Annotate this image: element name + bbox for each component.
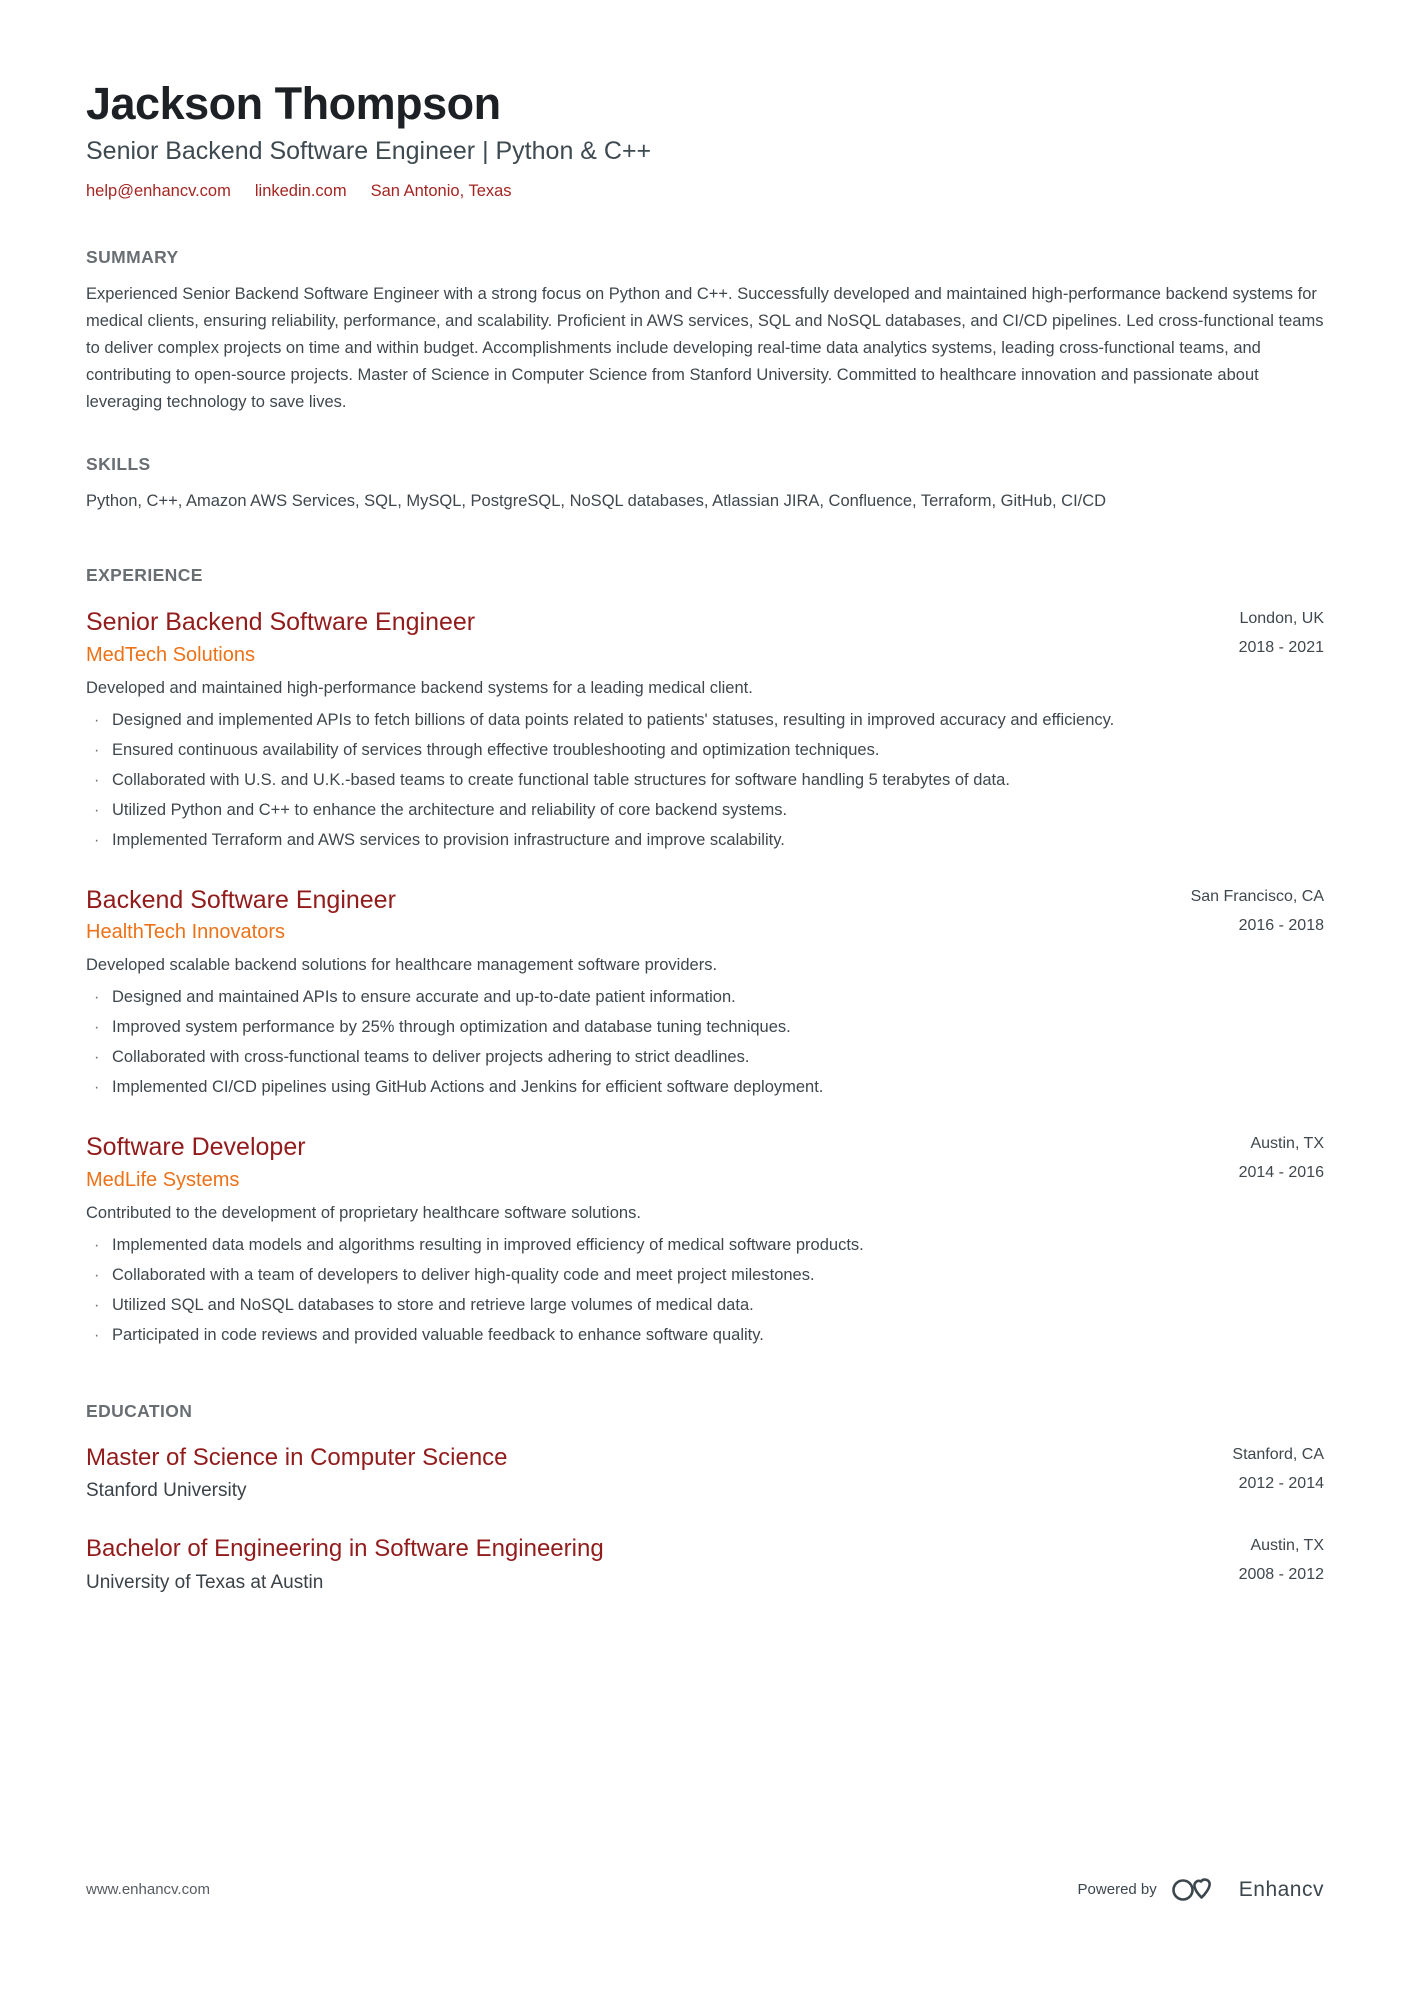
bullet-item: [86, 1044, 1324, 1071]
bullet-item: [86, 737, 1324, 764]
bullet-text: Improved system performance by 25% through optimization and database tuning techniques.: [112, 1018, 791, 1036]
entry-left: [86, 1131, 1239, 1193]
degree-title: Bachelor of Engineering in Software Engineering: [86, 1535, 604, 1563]
entry-head: [86, 1533, 1324, 1595]
skills-text: Python, C++, Amazon AWS Services, SQL, MySQL, PostgreSQL, NoSQL databases, Atlassian JIRA, Confluence, Terraform, GitHub, CI/CD: [86, 492, 1107, 510]
bullet-text: Participated in code reviews and provided valuable feedback to enhance software quality.: [112, 1325, 764, 1344]
bullet-marker: [94, 1262, 99, 1289]
job-dates: 2014 - 2016: [1238, 1164, 1324, 1181]
bullet-item: [86, 797, 1324, 824]
job-description: Developed and maintained high-performance backend systems for a leading medical client.: [86, 678, 753, 697]
entry-meta: [1232, 1442, 1324, 1493]
linkedin-link[interactable]: linkedin.com: [254, 182, 347, 200]
job-title: Backend Software Engineer: [86, 885, 396, 914]
bullet-marker: [94, 797, 99, 824]
bullet-text: Designed and implemented APIs to fetch billions of data points related to patients' statuses, resulting in improved accuracy and efficiency.: [112, 710, 1115, 729]
bullet-marker: [94, 707, 99, 734]
job-title: Software Developer: [86, 1133, 306, 1161]
bullet-item: [86, 984, 1324, 1011]
bullet-item: [86, 1232, 1324, 1259]
entry-meta: [1239, 1131, 1324, 1182]
company-name: MedTech Solutions: [86, 643, 255, 666]
bullet-text: Ensured continuous availability of services through effective troubleshooting and optimization techniques.: [112, 740, 880, 759]
contact-row: [86, 182, 1324, 201]
summary-section: [86, 247, 1324, 416]
powered-by-label: Powered by: [1077, 1881, 1157, 1898]
experience-entry: [86, 606, 1324, 854]
bullet-text: Implemented data models and algorithms resulting in improved efficiency of medical software products.: [112, 1235, 864, 1254]
bullet-marker: [94, 1074, 99, 1101]
experience-heading: EXPERIENCE: [86, 565, 203, 585]
entry-meta: [1239, 1533, 1324, 1584]
entry-meta: [1191, 884, 1324, 935]
bullet-marker: [94, 1322, 99, 1349]
job-bullets: [86, 707, 1324, 854]
job-location: San Francisco, CA: [1190, 887, 1324, 905]
entry-left: [86, 606, 1239, 668]
bullet-marker: [94, 1232, 99, 1259]
job-location: Austin, TX: [1250, 1135, 1324, 1152]
bullet-item: [86, 1322, 1324, 1349]
entry-head: [86, 1131, 1324, 1193]
bullet-marker: [94, 767, 99, 794]
bullet-text: Utilized SQL and NoSQL databases to store and retrieve large volumes of medical data.: [112, 1295, 754, 1314]
degree-location: Stanford, CA: [1232, 1445, 1324, 1463]
job-description: Contributed to the development of proprietary healthcare software solutions.: [86, 1203, 641, 1222]
email-link[interactable]: help@enhancv.com: [86, 182, 231, 200]
entry-left: [86, 1442, 1232, 1504]
education-entry: [86, 1533, 1324, 1595]
degree-dates: 2008 - 2012: [1238, 1566, 1324, 1584]
entry-left: [86, 884, 1191, 946]
bullet-item: [86, 1014, 1324, 1041]
location-text: San Antonio, Texas: [370, 182, 512, 200]
skills-heading: SKILLS: [86, 454, 151, 474]
company-name: HealthTech Innovators: [86, 921, 286, 943]
bullet-text: Designed and maintained APIs to ensure accurate and up-to-date patient information.: [112, 988, 736, 1006]
bullet-text: Collaborated with U.S. and U.K.-based teams to create functional table structures for software handling 5 terabytes of data.: [112, 770, 1010, 789]
school-name: University of Texas at Austin: [86, 1571, 324, 1593]
degree-dates: 2012 - 2014: [1238, 1474, 1324, 1492]
job-dates: 2018 - 2021: [1238, 639, 1324, 656]
bullet-text: Collaborated with a team of developers to deliver high-quality code and meet project milestones.: [112, 1265, 815, 1284]
bullet-text: Implemented CI/CD pipelines using GitHub Actions and Jenkins for efficient software deployment.: [112, 1078, 824, 1096]
entry-head: [86, 884, 1324, 946]
candidate-name: Jackson Thompson: [86, 78, 501, 129]
bullet-marker: [94, 1044, 99, 1071]
bullet-item: [86, 1074, 1324, 1101]
job-title: Senior Backend Software Engineer: [86, 608, 476, 636]
enhancv-logo-icon: [1171, 1876, 1217, 1903]
resume-header: [86, 78, 1324, 201]
job-bullets: [86, 1232, 1324, 1349]
experience-entry: [86, 1131, 1324, 1349]
summary-text: Experienced Senior Backend Software Engineer with a strong focus on Python and C++. Successfully developed and maintained high-performance backend systems for medical clients, ensuring reliability, performance, and scalability. Proficient in AWS services, SQL and NoSQL databases, and CI/CD pipelines. Led cross-functional teams to deliver complex projects on time and within budget. Accomplishments include developing real-time data analytics systems, leading cross-functional teams, and contributing to open-source projects. Master of Science in Computer Science from Stanford University. Committed to healthcare innovation and passionate about leveraging technology to save lives.: [86, 285, 1324, 411]
job-dates: 2016 - 2018: [1238, 916, 1324, 934]
bullet-text: Utilized Python and C++ to enhance the architecture and reliability of core backend systems.: [112, 800, 788, 819]
job-bullets: [86, 984, 1324, 1101]
job-description: Developed scalable backend solutions for healthcare management software providers.: [86, 956, 718, 974]
job-location: London, UK: [1239, 610, 1324, 627]
bullet-text: Implemented Terraform and AWS services to provision infrastructure and improve scalability.: [112, 830, 785, 849]
education-entry: [86, 1442, 1324, 1504]
education-section: [86, 1401, 1324, 1596]
degree-location: Austin, TX: [1250, 1537, 1324, 1555]
bullet-marker: [94, 1014, 99, 1041]
entry-meta: [1239, 606, 1324, 657]
degree-title: Master of Science in Computer Science: [86, 1443, 508, 1471]
page-footer: [86, 1876, 1324, 1903]
company-name: MedLife Systems: [86, 1168, 240, 1191]
enhancv-website-link[interactable]: www.enhancv.com: [86, 1881, 210, 1898]
entry-left: [86, 1533, 1239, 1595]
skills-section: [86, 454, 1324, 515]
powered-by-enhancv[interactable]: [1078, 1876, 1324, 1903]
experience-section: [86, 565, 1324, 1349]
experience-entry: [86, 884, 1324, 1102]
bullet-marker: [94, 1292, 99, 1319]
entry-head: [86, 606, 1324, 668]
enhancv-brand-text: Enhancv: [1238, 1877, 1324, 1901]
bullet-item: [86, 767, 1324, 794]
summary-heading: SUMMARY: [86, 247, 179, 267]
bullet-marker: [94, 984, 99, 1011]
school-name: Stanford University: [86, 1479, 247, 1501]
bullet-item: [86, 707, 1324, 734]
bullet-item: [86, 1292, 1324, 1319]
bullet-marker: [94, 827, 99, 854]
bullet-item: [86, 1262, 1324, 1289]
bullet-text: Collaborated with cross-functional teams to deliver projects adhering to strict deadlines.: [112, 1048, 750, 1066]
education-heading: EDUCATION: [86, 1400, 193, 1421]
entry-head: [86, 1442, 1324, 1504]
bullet-item: [86, 827, 1324, 854]
bullet-marker: [94, 737, 99, 764]
candidate-headline: Senior Backend Software Engineer | Python & C++: [86, 136, 652, 165]
